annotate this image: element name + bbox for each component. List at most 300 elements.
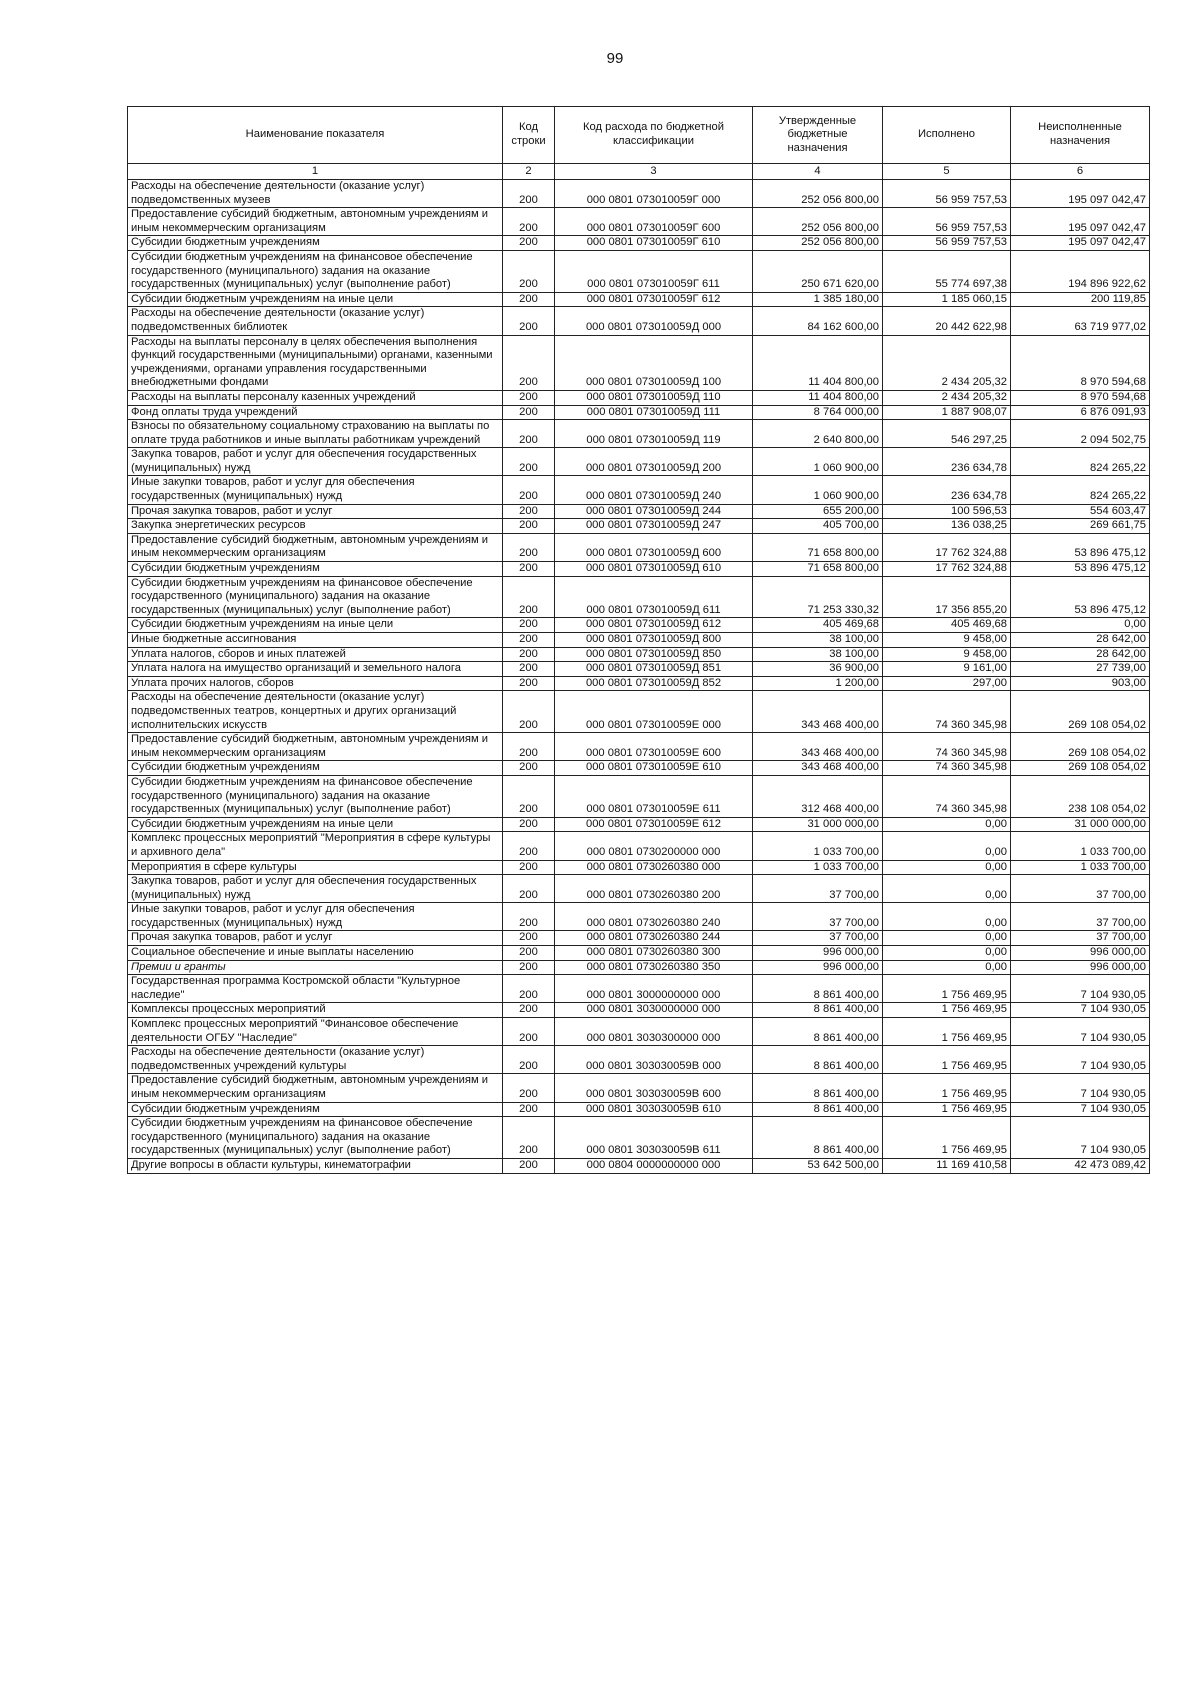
row-unexecuted: 238 108 054,02: [1011, 775, 1150, 817]
row-line-code: 200: [503, 208, 555, 236]
row-expense-code: 000 0801 0730260380 200: [555, 875, 753, 903]
row-expense-code: 000 0801 0730260380 300: [555, 946, 753, 961]
row-approved: 405 700,00: [753, 519, 883, 534]
row-executed: 1 756 469,95: [883, 1102, 1011, 1117]
row-name: Субсидии бюджетным учреждениям на иные цели: [128, 292, 503, 307]
table-row: [128, 647, 1150, 662]
row-expense-code: 000 0801 0730260380 240: [555, 903, 753, 931]
row-approved: 655 200,00: [753, 504, 883, 519]
column-number: 5: [883, 164, 1011, 180]
row-line-code: 200: [503, 307, 555, 335]
row-executed: 0,00: [883, 931, 1011, 946]
row-executed: 546 297,25: [883, 420, 1011, 448]
row-approved: 11 404 800,00: [753, 390, 883, 405]
row-expense-code: 000 0801 073010059Д 240: [555, 476, 753, 504]
row-approved: 252 056 800,00: [753, 236, 883, 251]
row-name: Субсидии бюджетным учреждениям на финансовое обеспечение государственного (муниципального) задания на оказание государственных (муниципальных) услуг (выполнение работ): [128, 250, 503, 292]
row-executed: 0,00: [883, 832, 1011, 860]
row-unexecuted: 7 104 930,05: [1011, 975, 1150, 1003]
header-name: Наименование показателя: [128, 107, 503, 164]
row-name: Уплата налога на имущество организаций и земельного налога: [128, 662, 503, 677]
row-line-code: 200: [503, 1117, 555, 1159]
row-line-code: 200: [503, 733, 555, 761]
row-name: Закупка товаров, работ и услуг для обеспечения государственных (муниципальных) нужд: [128, 875, 503, 903]
row-approved: 38 100,00: [753, 633, 883, 648]
column-number: 1: [128, 164, 503, 180]
row-approved: 36 900,00: [753, 662, 883, 677]
header-expense-code: Код расхода по бюджетной классификации: [555, 107, 753, 164]
row-executed: 0,00: [883, 903, 1011, 931]
table-row: [128, 817, 1150, 832]
row-line-code: 200: [503, 761, 555, 776]
row-expense-code: 000 0801 073010059Д 600: [555, 533, 753, 561]
row-name: Закупка товаров, работ и услуг для обеспечения государственных (муниципальных) нужд: [128, 448, 503, 476]
row-line-code: 200: [503, 903, 555, 931]
table-row: [128, 504, 1150, 519]
row-executed: 2 434 205,32: [883, 335, 1011, 390]
row-executed: 9 458,00: [883, 633, 1011, 648]
row-line-code: 200: [503, 533, 555, 561]
row-executed: 236 634,78: [883, 448, 1011, 476]
row-expense-code: 000 0801 073010059Д 111: [555, 405, 753, 420]
table-row: [128, 1018, 1150, 1046]
row-approved: 1 033 700,00: [753, 832, 883, 860]
row-approved: 31 000 000,00: [753, 817, 883, 832]
row-line-code: 200: [503, 1046, 555, 1074]
row-line-code: 200: [503, 236, 555, 251]
row-expense-code: 000 0801 073010059Е 611: [555, 775, 753, 817]
row-name: Социальное обеспечение и иные выплаты населению: [128, 946, 503, 961]
row-name: Иные бюджетные ассигнования: [128, 633, 503, 648]
row-unexecuted: 554 603,47: [1011, 504, 1150, 519]
row-unexecuted: 7 104 930,05: [1011, 1046, 1150, 1074]
row-expense-code: 000 0801 073010059Г 612: [555, 292, 753, 307]
row-name: Прочая закупка товаров, работ и услуг: [128, 931, 503, 946]
table-row: [128, 533, 1150, 561]
row-line-code: 200: [503, 1158, 555, 1173]
row-unexecuted: 37 700,00: [1011, 931, 1150, 946]
table-row: [128, 519, 1150, 534]
row-approved: 8 861 400,00: [753, 1074, 883, 1102]
row-unexecuted: 53 896 475,12: [1011, 533, 1150, 561]
row-unexecuted: 1 033 700,00: [1011, 832, 1150, 860]
row-line-code: 200: [503, 1102, 555, 1117]
table-row: [128, 1102, 1150, 1117]
row-name: Предоставление субсидий бюджетным, автономным учреждениям и иным некоммерческим организациям: [128, 733, 503, 761]
row-approved: 312 468 400,00: [753, 775, 883, 817]
row-expense-code: 000 0804 0000000000 000: [555, 1158, 753, 1173]
row-expense-code: 000 0801 073010059Г 600: [555, 208, 753, 236]
row-expense-code: 000 0801 303030059В 611: [555, 1117, 753, 1159]
row-approved: 8 764 000,00: [753, 405, 883, 420]
row-unexecuted: 0,00: [1011, 618, 1150, 633]
row-unexecuted: 31 000 000,00: [1011, 817, 1150, 832]
row-approved: 1 033 700,00: [753, 860, 883, 875]
table-row: [128, 562, 1150, 577]
row-unexecuted: 996 000,00: [1011, 960, 1150, 975]
column-number: 2: [503, 164, 555, 180]
row-approved: 1 200,00: [753, 676, 883, 691]
row-unexecuted: 996 000,00: [1011, 946, 1150, 961]
row-expense-code: 000 0801 073010059Д 851: [555, 662, 753, 677]
row-line-code: 200: [503, 860, 555, 875]
header-unexecuted: Неисполненные назначения: [1011, 107, 1150, 164]
row-expense-code: 000 0801 073010059Г 611: [555, 250, 753, 292]
table-row: [128, 618, 1150, 633]
row-executed: 0,00: [883, 960, 1011, 975]
table-row: [128, 180, 1150, 208]
row-expense-code: 000 0801 0730260380 350: [555, 960, 753, 975]
row-executed: 405 469,68: [883, 618, 1011, 633]
row-executed: 0,00: [883, 817, 1011, 832]
row-unexecuted: 195 097 042,47: [1011, 208, 1150, 236]
row-unexecuted: 269 108 054,02: [1011, 691, 1150, 733]
row-name: Расходы на обеспечение деятельности (оказание услуг) подведомственных театров, концертных и других организаций исполнительских искусств: [128, 691, 503, 733]
row-expense-code: 000 0801 073010059Е 600: [555, 733, 753, 761]
row-line-code: 200: [503, 292, 555, 307]
table-row: [128, 903, 1150, 931]
row-expense-code: 000 0801 0730200000 000: [555, 832, 753, 860]
row-executed: 74 360 345,98: [883, 733, 1011, 761]
column-number-row: [128, 164, 1150, 180]
row-executed: 1 756 469,95: [883, 1074, 1011, 1102]
row-name: Субсидии бюджетным учреждениям на иные цели: [128, 817, 503, 832]
row-name: Субсидии бюджетным учреждениям: [128, 236, 503, 251]
row-line-code: 200: [503, 618, 555, 633]
row-line-code: 200: [503, 335, 555, 390]
table-row: [128, 975, 1150, 1003]
row-line-code: 200: [503, 1018, 555, 1046]
row-approved: 1 385 180,00: [753, 292, 883, 307]
row-executed: 1 756 469,95: [883, 1046, 1011, 1074]
row-line-code: 200: [503, 775, 555, 817]
row-approved: 8 861 400,00: [753, 975, 883, 1003]
row-name: Закупка энергетических ресурсов: [128, 519, 503, 534]
row-executed: 236 634,78: [883, 476, 1011, 504]
row-line-code: 200: [503, 180, 555, 208]
table-body: [128, 180, 1150, 1174]
row-executed: 136 038,25: [883, 519, 1011, 534]
header-approved: Утвержденные бюджетные назначения: [753, 107, 883, 164]
row-executed: 17 762 324,88: [883, 533, 1011, 561]
header-executed: Исполнено: [883, 107, 1011, 164]
row-approved: 2 640 800,00: [753, 420, 883, 448]
row-unexecuted: 28 642,00: [1011, 633, 1150, 648]
row-expense-code: 000 0801 073010059Д 119: [555, 420, 753, 448]
row-executed: 20 442 622,98: [883, 307, 1011, 335]
row-approved: 343 468 400,00: [753, 691, 883, 733]
row-line-code: 200: [503, 390, 555, 405]
row-unexecuted: 269 661,75: [1011, 519, 1150, 534]
row-unexecuted: 7 104 930,05: [1011, 1003, 1150, 1018]
row-approved: 8 861 400,00: [753, 1003, 883, 1018]
row-executed: 9 161,00: [883, 662, 1011, 677]
row-approved: 11 404 800,00: [753, 335, 883, 390]
row-executed: 9 458,00: [883, 647, 1011, 662]
row-approved: 71 658 800,00: [753, 533, 883, 561]
row-line-code: 200: [503, 633, 555, 648]
table-row: [128, 633, 1150, 648]
table-row: [128, 860, 1150, 875]
column-number: 3: [555, 164, 753, 180]
table-row: [128, 691, 1150, 733]
row-expense-code: 000 0801 073010059Г 610: [555, 236, 753, 251]
row-name: Субсидии бюджетным учреждениям: [128, 1102, 503, 1117]
table-row: [128, 307, 1150, 335]
table-row: [128, 292, 1150, 307]
row-name: Уплата прочих налогов, сборов: [128, 676, 503, 691]
table-row: [128, 405, 1150, 420]
row-name: Субсидии бюджетным учреждениям на иные цели: [128, 618, 503, 633]
row-unexecuted: 903,00: [1011, 676, 1150, 691]
row-line-code: 200: [503, 960, 555, 975]
table-row: [128, 476, 1150, 504]
row-line-code: 200: [503, 931, 555, 946]
header-row: [128, 107, 1150, 164]
table-row: [128, 236, 1150, 251]
row-name: Предоставление субсидий бюджетным, автономным учреждениям и иным некоммерческим организациям: [128, 208, 503, 236]
row-unexecuted: 269 108 054,02: [1011, 733, 1150, 761]
page-number: 99: [606, 50, 624, 67]
row-name: Расходы на выплаты персоналу казенных учреждений: [128, 390, 503, 405]
row-executed: 74 360 345,98: [883, 761, 1011, 776]
row-unexecuted: 6 876 091,93: [1011, 405, 1150, 420]
row-name: Субсидии бюджетным учреждениям: [128, 562, 503, 577]
row-unexecuted: 200 119,85: [1011, 292, 1150, 307]
row-unexecuted: 27 739,00: [1011, 662, 1150, 677]
row-executed: 74 360 345,98: [883, 775, 1011, 817]
row-unexecuted: 1 033 700,00: [1011, 860, 1150, 875]
row-approved: 37 700,00: [753, 931, 883, 946]
row-executed: 1 756 469,95: [883, 975, 1011, 1003]
row-approved: 252 056 800,00: [753, 208, 883, 236]
table-row: [128, 733, 1150, 761]
row-name: Расходы на обеспечение деятельности (оказание услуг) подведомственных учреждений культуры: [128, 1046, 503, 1074]
row-expense-code: 000 0801 073010059Г 000: [555, 180, 753, 208]
row-executed: 2 434 205,32: [883, 390, 1011, 405]
row-name: Фонд оплаты труда учреждений: [128, 405, 503, 420]
row-expense-code: 000 0801 073010059Д 610: [555, 562, 753, 577]
row-approved: 343 468 400,00: [753, 733, 883, 761]
column-number: 6: [1011, 164, 1150, 180]
row-executed: 17 356 855,20: [883, 576, 1011, 618]
row-name: Предоставление субсидий бюджетным, автономным учреждениям и иным некоммерческим организациям: [128, 533, 503, 561]
column-number: 4: [753, 164, 883, 180]
row-approved: 996 000,00: [753, 960, 883, 975]
row-executed: 0,00: [883, 946, 1011, 961]
row-name: Субсидии бюджетным учреждениям: [128, 761, 503, 776]
row-approved: 8 861 400,00: [753, 1117, 883, 1159]
table-row: [128, 875, 1150, 903]
row-line-code: 200: [503, 1003, 555, 1018]
row-expense-code: 000 0801 073010059Д 100: [555, 335, 753, 390]
table-row: [128, 946, 1150, 961]
table-row: [128, 576, 1150, 618]
row-line-code: 200: [503, 817, 555, 832]
row-unexecuted: 7 104 930,05: [1011, 1018, 1150, 1046]
table-row: [128, 662, 1150, 677]
table-row: [128, 250, 1150, 292]
row-name: Премии и гранты: [128, 960, 503, 975]
row-unexecuted: 824 265,22: [1011, 476, 1150, 504]
table-row: [128, 1046, 1150, 1074]
table-row: [128, 448, 1150, 476]
row-name: Субсидии бюджетным учреждениям на финансовое обеспечение государственного (муниципального) задания на оказание государственных (муниципальных) услуг (выполнение работ): [128, 775, 503, 817]
row-executed: 1 756 469,95: [883, 1003, 1011, 1018]
row-name: Комплекс процессных мероприятий "Мероприятия в сфере культуры и архивного дела": [128, 832, 503, 860]
row-unexecuted: 7 104 930,05: [1011, 1102, 1150, 1117]
row-expense-code: 000 0801 303030059В 600: [555, 1074, 753, 1102]
row-unexecuted: 269 108 054,02: [1011, 761, 1150, 776]
row-line-code: 200: [503, 975, 555, 1003]
row-expense-code: 000 0801 073010059Е 000: [555, 691, 753, 733]
row-expense-code: 000 0801 3000000000 000: [555, 975, 753, 1003]
row-line-code: 200: [503, 576, 555, 618]
row-line-code: 200: [503, 1074, 555, 1102]
row-approved: 1 060 900,00: [753, 448, 883, 476]
budget-execution-table: [127, 106, 1150, 1174]
row-expense-code: 000 0801 3030000000 000: [555, 1003, 753, 1018]
row-unexecuted: 8 970 594,68: [1011, 390, 1150, 405]
table-row: [128, 960, 1150, 975]
row-name: Расходы на обеспечение деятельности (оказание услуг) подведомственных библиотек: [128, 307, 503, 335]
row-approved: 71 253 330,32: [753, 576, 883, 618]
row-approved: 8 861 400,00: [753, 1046, 883, 1074]
row-line-code: 200: [503, 676, 555, 691]
row-approved: 71 658 800,00: [753, 562, 883, 577]
row-expense-code: 000 0801 073010059Д 247: [555, 519, 753, 534]
row-line-code: 200: [503, 647, 555, 662]
table-row: [128, 931, 1150, 946]
row-expense-code: 000 0801 073010059Д 244: [555, 504, 753, 519]
row-name: Комплекс процессных мероприятий "Финансовое обеспечение деятельности ОГБУ "Наследие": [128, 1018, 503, 1046]
table-row: [128, 335, 1150, 390]
row-line-code: 200: [503, 448, 555, 476]
row-line-code: 200: [503, 504, 555, 519]
row-name: Мероприятия в сфере культуры: [128, 860, 503, 875]
row-name: Субсидии бюджетным учреждениям на финансовое обеспечение государственного (муниципального) задания на оказание государственных (муниципальных) услуг (выполнение работ): [128, 1117, 503, 1159]
table-row: [128, 208, 1150, 236]
row-approved: 1 060 900,00: [753, 476, 883, 504]
row-approved: 53 642 500,00: [753, 1158, 883, 1173]
row-expense-code: 000 0801 073010059Д 612: [555, 618, 753, 633]
row-executed: 11 169 410,58: [883, 1158, 1011, 1173]
row-name: Государственная программа Костромской области "Культурное наследие": [128, 975, 503, 1003]
row-executed: 56 959 757,53: [883, 180, 1011, 208]
row-unexecuted: 37 700,00: [1011, 903, 1150, 931]
row-approved: 405 469,68: [753, 618, 883, 633]
row-line-code: 200: [503, 420, 555, 448]
row-line-code: 200: [503, 405, 555, 420]
row-expense-code: 000 0801 073010059Д 200: [555, 448, 753, 476]
row-name: Субсидии бюджетным учреждениям на финансовое обеспечение государственного (муниципального) задания на оказание государственных (муниципальных) услуг (выполнение работ): [128, 576, 503, 618]
row-unexecuted: 195 097 042,47: [1011, 236, 1150, 251]
table-row: [128, 1117, 1150, 1159]
row-approved: 37 700,00: [753, 903, 883, 931]
row-expense-code: 000 0801 0730260380 000: [555, 860, 753, 875]
row-executed: 56 959 757,53: [883, 208, 1011, 236]
row-expense-code: 000 0801 073010059Д 611: [555, 576, 753, 618]
row-executed: 0,00: [883, 860, 1011, 875]
row-name: Расходы на обеспечение деятельности (оказание услуг) подведомственных музеев: [128, 180, 503, 208]
row-unexecuted: 7 104 930,05: [1011, 1074, 1150, 1102]
row-unexecuted: 53 896 475,12: [1011, 562, 1150, 577]
row-name: Предоставление субсидий бюджетным, автономным учреждениям и иным некоммерческим организациям: [128, 1074, 503, 1102]
row-expense-code: 000 0801 073010059Е 612: [555, 817, 753, 832]
row-unexecuted: 42 473 089,42: [1011, 1158, 1150, 1173]
row-executed: 297,00: [883, 676, 1011, 691]
row-expense-code: 000 0801 073010059Е 610: [555, 761, 753, 776]
row-line-code: 200: [503, 832, 555, 860]
row-expense-code: 000 0801 073010059Д 850: [555, 647, 753, 662]
row-approved: 84 162 600,00: [753, 307, 883, 335]
row-expense-code: 000 0801 3030300000 000: [555, 1018, 753, 1046]
row-executed: 74 360 345,98: [883, 691, 1011, 733]
header-line-code: Код строки: [503, 107, 555, 164]
row-name: Уплата налогов, сборов и иных платежей: [128, 647, 503, 662]
row-executed: 100 596,53: [883, 504, 1011, 519]
table-row: [128, 832, 1150, 860]
table-row: [128, 676, 1150, 691]
row-expense-code: 000 0801 073010059Д 000: [555, 307, 753, 335]
row-executed: 55 774 697,38: [883, 250, 1011, 292]
row-line-code: 200: [503, 519, 555, 534]
row-unexecuted: 8 970 594,68: [1011, 335, 1150, 390]
row-expense-code: 000 0801 073010059Д 110: [555, 390, 753, 405]
row-executed: 17 762 324,88: [883, 562, 1011, 577]
row-approved: 996 000,00: [753, 946, 883, 961]
row-approved: 250 671 620,00: [753, 250, 883, 292]
row-line-code: 200: [503, 562, 555, 577]
table-row: [128, 775, 1150, 817]
row-unexecuted: 63 719 977,02: [1011, 307, 1150, 335]
table-row: [128, 390, 1150, 405]
row-approved: 38 100,00: [753, 647, 883, 662]
row-unexecuted: 195 097 042,47: [1011, 180, 1150, 208]
table-row: [128, 1003, 1150, 1018]
row-name: Взносы по обязательному социальному страхованию на выплаты по оплате труда работников и иные выплаты работникам учреждений: [128, 420, 503, 448]
row-expense-code: 000 0801 073010059Д 800: [555, 633, 753, 648]
row-name: Прочая закупка товаров, работ и услуг: [128, 504, 503, 519]
row-expense-code: 000 0801 073010059Д 852: [555, 676, 753, 691]
row-expense-code: 000 0801 303030059В 000: [555, 1046, 753, 1074]
row-line-code: 200: [503, 946, 555, 961]
row-executed: 1 185 060,15: [883, 292, 1011, 307]
row-line-code: 200: [503, 691, 555, 733]
row-name: Расходы на выплаты персоналу в целях обеспечения выполнения функций государственными (муниципальными) органами, казенными учреждениями, органами управления государственными внебюджетными фондами: [128, 335, 503, 390]
row-executed: 1 887 908,07: [883, 405, 1011, 420]
row-line-code: 200: [503, 875, 555, 903]
row-name: Иные закупки товаров, работ и услуг для обеспечения государственных (муниципальных) нужд: [128, 476, 503, 504]
row-approved: 37 700,00: [753, 875, 883, 903]
row-unexecuted: 37 700,00: [1011, 875, 1150, 903]
row-expense-code: 000 0801 303030059В 610: [555, 1102, 753, 1117]
row-line-code: 200: [503, 476, 555, 504]
row-name: Другие вопросы в области культуры, кинематографии: [128, 1158, 503, 1173]
table-row: [128, 420, 1150, 448]
row-approved: 8 861 400,00: [753, 1102, 883, 1117]
row-unexecuted: 7 104 930,05: [1011, 1117, 1150, 1159]
row-unexecuted: 2 094 502,75: [1011, 420, 1150, 448]
table-row: [128, 1158, 1150, 1173]
row-approved: 343 468 400,00: [753, 761, 883, 776]
table-row: [128, 761, 1150, 776]
row-name: Комплексы процессных мероприятий: [128, 1003, 503, 1018]
row-unexecuted: 194 896 922,62: [1011, 250, 1150, 292]
row-name: Иные закупки товаров, работ и услуг для обеспечения государственных (муниципальных) нужд: [128, 903, 503, 931]
row-unexecuted: 824 265,22: [1011, 448, 1150, 476]
row-unexecuted: 28 642,00: [1011, 647, 1150, 662]
